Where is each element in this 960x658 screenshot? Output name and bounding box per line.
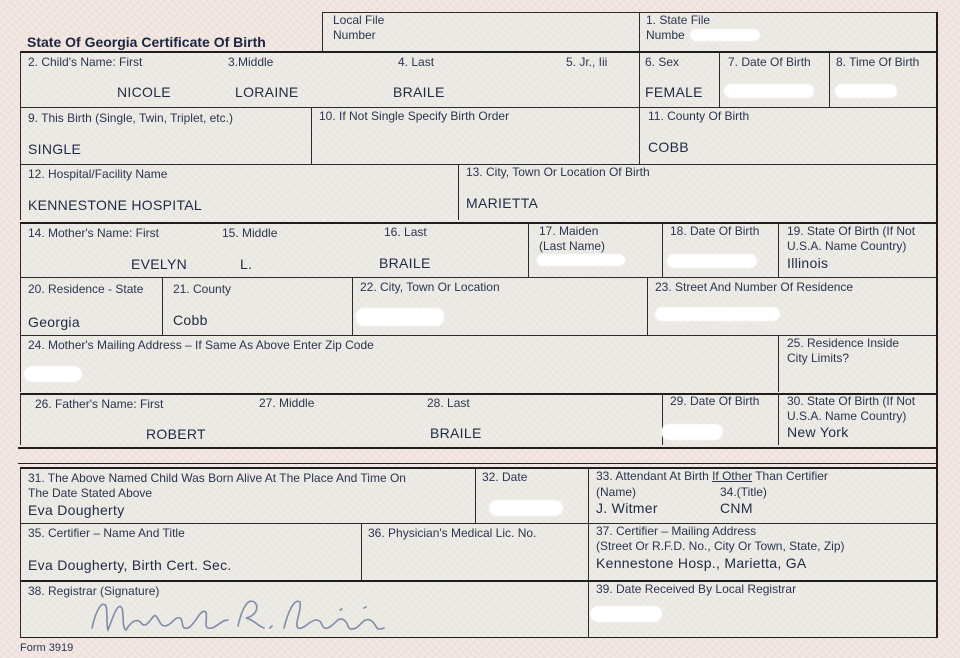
- res-street-label: 23. Street And Number Of Residence: [655, 280, 854, 294]
- redacted-received: [590, 606, 662, 622]
- attendant-label-b: Than Certifier: [752, 469, 828, 483]
- father-first-value: ROBERT: [146, 426, 206, 442]
- res-state-label: 20. Residence - State: [28, 282, 144, 296]
- redacted-mailing: [24, 366, 82, 382]
- attendant-label-a: 33. Attendant At Birth: [596, 469, 713, 483]
- hospital-label: 12. Hospital/Facility Name: [28, 167, 168, 181]
- mother-first-value: EVELYN: [131, 256, 188, 272]
- child-jr-label: 5. Jr., Iii: [566, 55, 608, 69]
- mother-middle-value: L.: [240, 256, 253, 272]
- father-state-value: New York: [787, 424, 849, 440]
- county-birth-label: 11. County Of Birth: [648, 109, 750, 123]
- mother-last-value: BRAILE: [379, 255, 431, 271]
- bottom-border: [20, 637, 938, 638]
- received-label: 39. Date Received By Local Registrar: [596, 582, 797, 596]
- child-middle-label: 3.Middle: [228, 55, 274, 69]
- birth-city-value: MARIETTA: [466, 195, 539, 211]
- mother-middle-label: 15. Middle: [222, 226, 278, 240]
- birth-city-label: 13. City, Town Or Location Of Birth: [466, 165, 650, 179]
- local-file-label: Local File Number: [333, 13, 385, 42]
- section-divider: [18, 447, 938, 449]
- inside-city-label: 25. Residence Inside City Limits?: [787, 336, 900, 365]
- child-middle-value: LORAINE: [235, 84, 299, 100]
- this-birth-value: SINGLE: [28, 141, 82, 157]
- this-birth-label: 9. This Birth (Single, Twin, Triplet, etc.): [28, 111, 233, 125]
- redacted-mother-dob: [667, 254, 757, 268]
- form-number: Form 3919: [20, 642, 74, 654]
- child-last-label: 4. Last: [398, 55, 435, 69]
- section-divider-2: [18, 463, 938, 464]
- registrar-signature: [88, 590, 398, 636]
- county-birth-value: COBB: [648, 139, 689, 155]
- mother-dob-label: 18. Date Of Birth: [670, 224, 760, 238]
- born-alive-value: Eva Dougherty: [28, 502, 125, 518]
- lic-label: 36. Physician's Medical Lic. No.: [368, 526, 537, 540]
- attendant-name-label: (Name): [596, 485, 637, 499]
- child-dob-label: 7. Date Of Birth: [728, 55, 811, 69]
- father-first-label: 26. Father's Name: First: [35, 397, 164, 411]
- attendant-title-label: 34.(Title): [720, 485, 767, 499]
- child-first-value: NICOLE: [117, 84, 171, 100]
- mother-state-label: 19. State Of Birth (If Not U.S.A. Name Country): [787, 224, 916, 253]
- redacted-child-tob: [835, 84, 897, 98]
- attendant-name-value: J. Witmer: [596, 500, 658, 516]
- res-county-value: Cobb: [173, 312, 208, 328]
- father-last-value: BRAILE: [430, 425, 482, 441]
- page-title: State Of Georgia Certificate Of Birth: [27, 34, 266, 50]
- header-bottom-rule: [20, 51, 938, 53]
- father-last-label: 28. Last: [427, 396, 470, 410]
- mother-first-label: 14. Mother's Name: First: [28, 226, 159, 240]
- cert-mailing-label: 37. Certifier – Mailing Address (Street Or R.F.D. No., City Or Town, State, Zip): [596, 524, 845, 553]
- attendant-title-value: CNM: [720, 500, 753, 516]
- child-tob-label: 8. Time Of Birth: [836, 55, 920, 69]
- attendant-label-u: If Other: [712, 469, 753, 483]
- father-dob-label: 29. Date Of Birth: [670, 394, 760, 408]
- sex-label: 6. Sex: [645, 55, 680, 69]
- birth-order-label: 10. If Not Single Specify Birth Order: [319, 109, 510, 123]
- redacted-child-dob: [724, 84, 814, 98]
- certifier-value: Eva Dougherty, Birth Cert. Sec.: [28, 557, 232, 573]
- res-state-value: Georgia: [28, 314, 80, 330]
- maiden-label: 17. Maiden (Last Name): [539, 224, 606, 253]
- father-middle-label: 27. Middle: [259, 396, 315, 410]
- child-last-value: BRAILE: [393, 84, 445, 100]
- sex-value: FEMALE: [645, 84, 703, 100]
- redacted-res-street: [655, 307, 780, 321]
- res-county-label: 21. County: [173, 282, 232, 296]
- attendant-label: [596, 469, 828, 484]
- state-file-label: 1. State File Numbe: [646, 13, 711, 42]
- cert-mailing-value: Kennestone Hosp., Marietta, GA: [596, 555, 807, 571]
- redacted-state-file: [690, 29, 760, 41]
- child-first-label: 2. Child's Name: First: [28, 55, 143, 69]
- born-alive-label: 31. The Above Named Child Was Born Alive At The Place And Time On The Date Stated Above: [28, 471, 406, 500]
- res-city-label: 22. City, Town Or Location: [360, 280, 500, 294]
- redacted-cert-date: [489, 500, 563, 516]
- certifier-label: 35. Certifier – Name And Title: [28, 526, 185, 540]
- right-border: [936, 12, 938, 638]
- father-state-label: 30. State Of Birth (If Not U.S.A. Name Country): [787, 394, 916, 423]
- hospital-value: KENNESTONE HOSPITAL: [28, 197, 203, 213]
- redacted-father-dob: [661, 424, 723, 440]
- cert-date-label: 32. Date: [482, 470, 528, 484]
- redacted-maiden: [537, 254, 625, 266]
- mailing-label: 24. Mother's Mailing Address – If Same As Above Enter Zip Code: [28, 338, 374, 352]
- registrar-label: 38. Registrar (Signature): [28, 584, 160, 598]
- redacted-res-city: [356, 308, 444, 326]
- mother-state-value: Illinois: [787, 255, 829, 271]
- mother-last-label: 16. Last: [384, 225, 427, 239]
